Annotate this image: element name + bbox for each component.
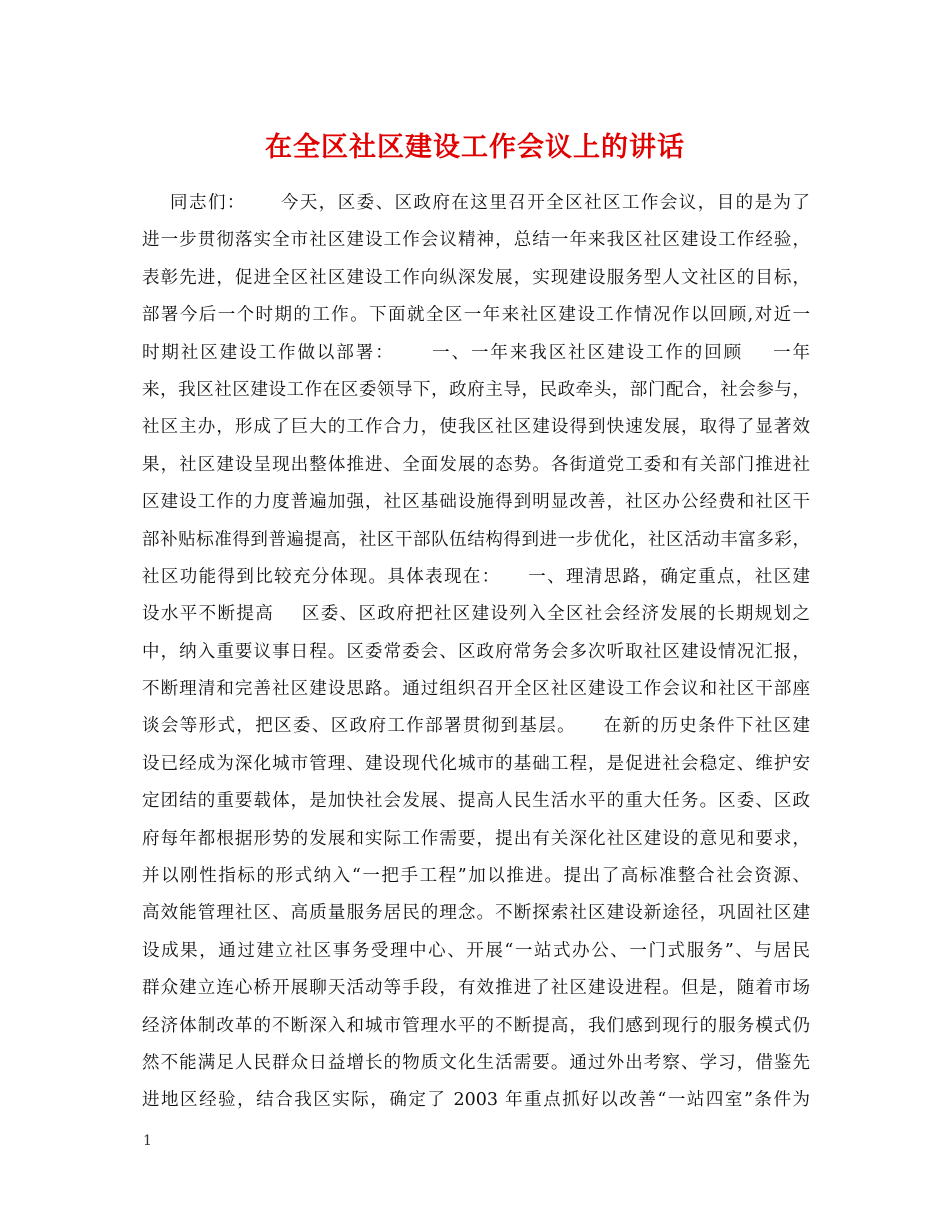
- body-line: 部补贴标准得到普遍提高，社区干部队伍结构得到进一步优化，社区活动丰富多彩，: [142, 529, 810, 550]
- body-line: 来，我区社区建设工作在区委领导下，政府主导，民政牵头，部门配合，社会参与，: [142, 379, 810, 400]
- body-line: 时期社区建设工作做以部署： 一、一年来我区社区建设工作的回顾 一年: [142, 342, 810, 363]
- body-line: 设水平不断提高 区委、区政府把社区建设列入全区社会经济发展的长期规划之: [142, 604, 810, 625]
- body-line: 进一步贯彻落实全市社区建设工作会议精神，总结一年来我区社区建设工作经验，: [142, 230, 810, 251]
- body-line: 设已经成为深化城市管理、建设现代化城市的基础工程，是促进社会稳定、维护安: [142, 753, 810, 774]
- speech-body: [142, 185, 810, 1120]
- body-line: 高效能管理社区、高质量服务居民的理念。不断探索社区建设新途径，巩固社区建: [142, 903, 810, 924]
- body-line: 然不能满足人民群众日益增长的物质文化生活需要。通过外出考察、学习，借鉴先: [142, 1052, 810, 1073]
- body-line: 表彰先进，促进全区社区建设工作向纵深发展，实现建设服务型人文社区的目标，: [142, 267, 810, 288]
- body-line: 部署今后一个时期的工作。下面就全区一年来社区建设工作情况作以回顾,对近一: [142, 305, 810, 326]
- body-line: 社区功能得到比较充分体现。具体表现在： 一、理清思路，确定重点，社区建: [142, 566, 810, 587]
- body-line: 果，社区建设呈现出整体推进、全面发展的态势。各街道党工委和有关部门推进社: [142, 454, 810, 475]
- body-line: 府每年都根据形势的发展和实际工作需要，提出有关深化社区建设的意见和要求，: [142, 828, 810, 849]
- body-line: 群众建立连心桥开展聊天活动等手段，有效推进了社区建设进程。但是，随着市场: [142, 978, 810, 999]
- document-title: 在全区社区建设工作会议上的讲话: [265, 132, 685, 163]
- body-line: 社区主办，形成了巨大的工作合力，使我区社区建设得到快速发展，取得了显著效: [142, 417, 810, 438]
- body-line: 谈会等形式，把区委、区政府工作部署贯彻到基层。 在新的历史条件下社区建: [142, 716, 810, 737]
- body-line: 并以刚性指标的形式纳入“一把手工程”加以推进。提出了高标准整合社会资源、: [142, 866, 810, 887]
- page-number: 1: [143, 1133, 152, 1149]
- body-line: 定团结的重要载体，是加快社会发展、提高人民生活水平的重大任务。区委、区政: [142, 791, 810, 812]
- body-line: 经济体制改革的不断深入和城市管理水平的不断提高，我们感到现行的服务模式仍: [142, 1015, 810, 1036]
- body-line: 中，纳入重要议事日程。区委常委会、区政府常务会多次听取社区建设情况汇报，: [142, 641, 810, 662]
- body-line: 进地区经验，结合我区实际，确定了 2003 年重点抓好以改善“一站四室”条件为: [142, 1090, 810, 1111]
- body-line: 同志们： 今天，区委、区政府在这里召开全区社区工作会议，目的是为了: [142, 193, 810, 213]
- body-line: 设成果，通过建立社区事务受理中心、开展“一站式办公、一门式服务”、与居民: [142, 940, 810, 961]
- body-line: 不断理清和完善社区建设思路。通过组织召开全区社区建设工作会议和社区干部座: [142, 679, 810, 700]
- body-line: 区建设工作的力度普遍加强，社区基础设施得到明显改善，社区办公经费和社区干: [142, 492, 810, 513]
